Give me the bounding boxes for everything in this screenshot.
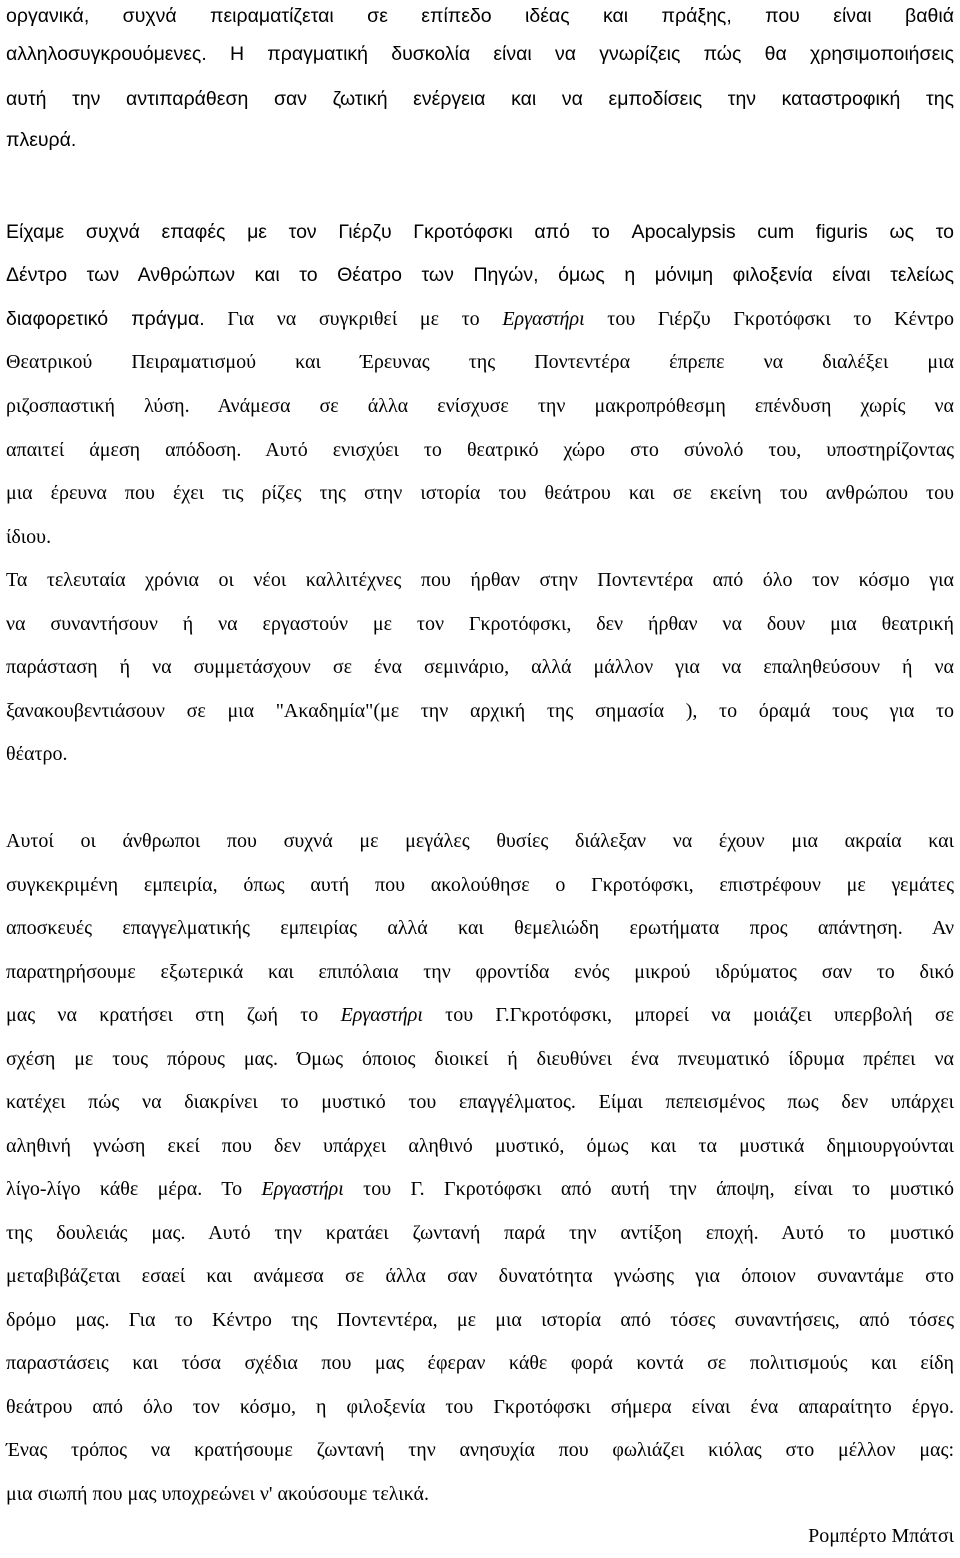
text-line: αληθινή γνώση εκεί που δεν υπάρχει αληθινό μυστικό, όμως και τα μυστικά δημιουργούνται [6, 1135, 954, 1157]
text-line: Ένας τρόπος να κρατήσουμε ζωντανή την ανησυχία που φωλιάζει κιόλας στο μέλλον μας: [6, 1439, 954, 1461]
text-line: Θεατρικού Πειραματισμού και Έρευνας της Ποντεντέρα έπρεπε να διαλέξει μια [6, 351, 954, 373]
text-line: συγκεκριμένη εμπειρία, όπως αυτή που ακολούθησε ο Γκροτόφσκι, επιστρέφουν με γεμάτες [6, 874, 954, 896]
text-line: Είχαμε συχνά επαφές με τον Γιέρζυ Γκροτόφσκι από το Apocalypsis cum figuris ως το [6, 221, 954, 243]
text-span: Ανάμεσα σε άλλα ενίσχυσε την μακροπρόθεσμη επένδυση χωρίς να [189, 395, 954, 417]
text-line: αποσκευές επαγγελματικής εμπειρίας αλλά και θεμελιώδη ερωτήματα προς απάντηση. Αν [6, 917, 954, 939]
text-line [6, 993, 954, 1037]
text-line: σχέση με τους πόρους μας. Όμως όποιος διοικεί ή διευθύνει ένα πνευματικό ίδρυμα πρέπει να [6, 1048, 954, 1070]
text-span: του Γ.Γκροτόφσκι, μπορεί να μοιάζει υπερβολή σε [422, 1004, 955, 1026]
text-span: διαφορετικό πράγμα. [6, 308, 205, 330]
text-line: της δουλειάς μας. Αυτό την κρατάει ζωντανή παρά την αντίξοη εποχή. Αυτό το μυστικό [6, 1222, 954, 1244]
text-line: Δέντρο των Ανθρώπων και το Θέατρο των Πηγών, όμως η μόνιμη φιλοξενία είναι τελείως [6, 264, 954, 286]
text-span: ριζοσπαστική λύση. [6, 395, 190, 417]
text-line: μεταβιβάζεται εσαεί και ανάμεσα σε άλλα σαν δυνατότητα γνώσης για όποιον συναντάμε στο [6, 1265, 954, 1287]
italic-term: Εργαστήρι [340, 1004, 423, 1026]
text-line: παραστάσεις και τόσα σχέδια που μας έφεραν κάθε φορά κοντά σε πολιτισμούς και είδη [6, 1352, 954, 1374]
text-line: Αυτοί οι άνθρωποι που συχνά με μεγάλες θυσίες διάλεξαν να έχουν μια ακραία και [6, 830, 954, 852]
text-line [6, 297, 954, 341]
text-line: να συναντήσουν ή να εργαστούν με τον Γκροτόφσκι, δεν ήρθαν να δουν μια θεατρική [6, 613, 954, 635]
author-signature: Ρομπέρτο Μπάτσι [808, 1525, 954, 1547]
text-line: ίδιου. [6, 526, 52, 548]
text-line: μια σιωπή που μας υποχρεώνει ν' ακούσουμε τελικά. [6, 1483, 429, 1505]
text-line: οργανικά, συχνά πειραματίζεται σε επίπεδο ιδέας και πράξης, που είναι βαθιά [6, 5, 954, 27]
text-span: Για να συγκριθεί με το [204, 308, 503, 330]
text-span: λίγο-λίγο κάθε μέρα. Το [6, 1178, 262, 1200]
text-span: μας να κρατήσει στη ζωή το [6, 1004, 341, 1026]
italic-term: Εργαστήρι [502, 308, 585, 330]
text-line [6, 384, 954, 428]
text-line: μια έρευνα που έχει τις ρίζες της στην ιστορία του θεάτρου και σε εκείνη του ανθρώπου του [6, 482, 954, 504]
text-line: Τα τελευταία χρόνια οι νέοι καλλιτέχνες που ήρθαν στην Ποντεντέρα από όλο τον κόσμο για [6, 569, 954, 591]
text-span: του Γ. Γκροτόφσκι από αυτή την άποψη, είναι το μυστικό [343, 1178, 954, 1200]
text-line: πλευρά. [6, 129, 77, 151]
text-line [6, 428, 954, 472]
text-line: ξανακουβεντιάσουν σε μια "Ακαδημία"(με την αρχική της σημασία ), το όραμά τους για το [6, 700, 954, 722]
text-line: παράσταση ή να συμμετάσχουν σε ένα σεμινάριο, αλλά μάλλον για να επαληθεύσουν ή να [6, 656, 954, 678]
text-line [6, 1167, 954, 1211]
text-span: Αυτό ενισχύει το θεατρικό χώρο στο σύνολό του, υποστηρίζοντας [241, 439, 954, 461]
text-line: θέατρο. [6, 743, 68, 765]
text-line: θεάτρου από όλο τον κόσμο, η φιλοξενία του Γκροτόφσκι σήμερα είναι ένα απαραίτητο έργο. [6, 1396, 954, 1418]
text-line: κατέχει πώς να διακρίνει το μυστικό του επαγγέλματος. Είμαι πεπεισμένος πως δεν υπάρχει [6, 1091, 954, 1113]
text-span: του Γιέρζυ Γκροτόφσκι το Κέντρο [584, 308, 955, 330]
text-span: απαιτεί άμεση απόδοση. [6, 439, 242, 461]
text-line: δρόμο μας. Για το Κέντρο της Ποντεντέρα, με μια ιστορία από τόσες συναντήσεις, από τόσες [6, 1309, 954, 1331]
text-line: παρατηρήσουμε εξωτερικά και επιπόλαια την φροντίδα ενός μικρού ιδρύματος σαν το δικό [6, 961, 954, 983]
italic-term: Εργαστήρι [261, 1178, 344, 1200]
text-line: αλληλοσυγκρουόμενες. Η πραγματική δυσκολία είναι να γνωρίζεις πώς θα χρησιμοποιήσεις [6, 43, 954, 65]
text-line: αυτή την αντιπαράθεση σαν ζωτική ενέργεια και να εμποδίσεις την καταστροφική της [6, 88, 954, 110]
